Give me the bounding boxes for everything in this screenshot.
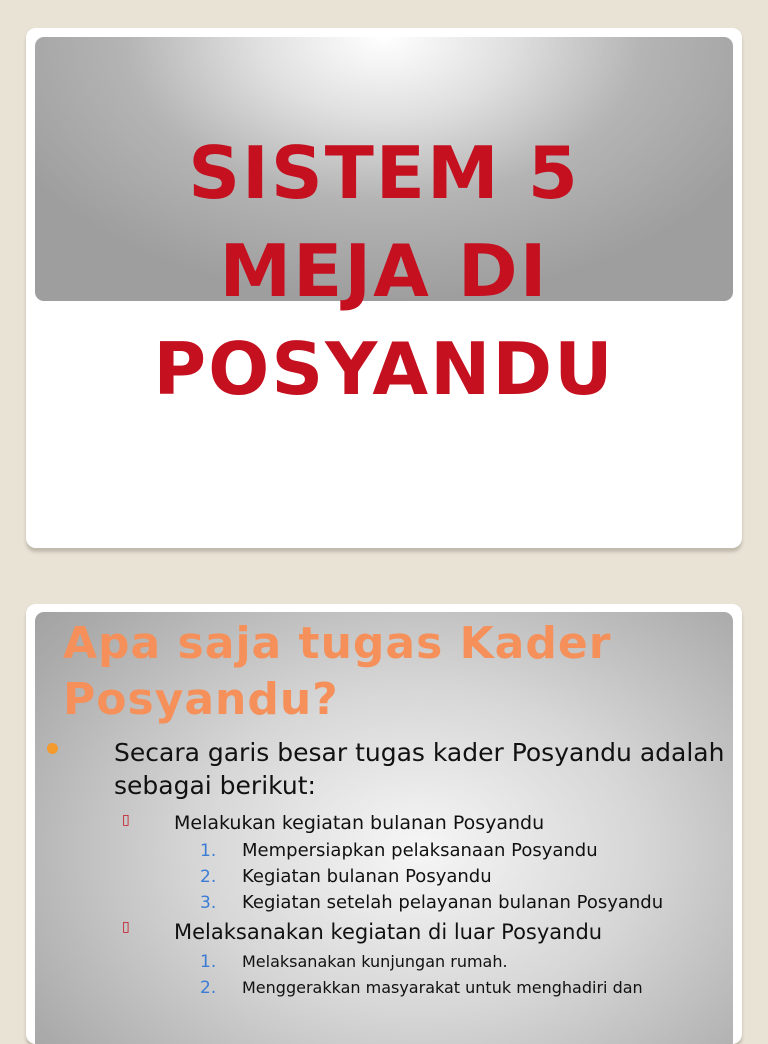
list-item-group-1 [35, 810, 751, 836]
bullet-dot-icon [47, 743, 58, 754]
item-number: 3. [200, 893, 217, 913]
list-item-group-2-2 [35, 976, 751, 1000]
list-item-group-1-2 [35, 865, 751, 889]
item-text: Melaksanakan kunjungan rumah. [242, 952, 508, 971]
item-text: Kegiatan bulanan Posyandu [242, 866, 492, 887]
slide-heading [63, 616, 611, 728]
missing-glyph-box-icon: ▯ [122, 919, 130, 935]
slide-heading-line-1: Apa saja tugas Kader [63, 618, 612, 669]
intro-text: Secara garis besar tugas kader Posyandu adalah sebagai berikut: [114, 738, 725, 800]
slide-title-line-3: POSYANDU [153, 327, 615, 411]
list-item-group-2-1 [35, 950, 751, 974]
item-text: Kegiatan setelah pelayanan bulanan Posyandu [242, 892, 664, 913]
item-number: 1. [200, 841, 217, 861]
item-number: 2. [200, 978, 217, 998]
slide-heading-line-2: Posyandu? [63, 674, 339, 725]
list-item-intro [35, 736, 751, 802]
list-item-group-1-3 [35, 891, 751, 915]
group-1-label: Melakukan kegiatan bulanan Posyandu [174, 812, 545, 834]
slide-title-line-1: SISTEM 5 [188, 131, 580, 215]
content-slide [26, 604, 742, 1044]
item-text: Menggerakkan masyarakat untuk menghadiri dan [242, 978, 643, 997]
content-panel [35, 612, 733, 1044]
title-slide [26, 28, 742, 548]
slide-title-line-2: MEJA DI [219, 229, 549, 313]
item-number: 2. [200, 867, 217, 887]
group-2-label: Melaksanakan kegiatan di luar Posyandu [174, 920, 603, 944]
item-number: 1. [200, 952, 217, 972]
item-text: Mempersiapkan pelaksanaan Posyandu [242, 840, 598, 861]
list-item-group-2 [35, 917, 751, 947]
bullet-list [35, 736, 751, 1002]
missing-glyph-box-icon: ▯ [122, 812, 130, 828]
slide-title [26, 124, 742, 418]
list-item-group-1-1 [35, 839, 751, 863]
